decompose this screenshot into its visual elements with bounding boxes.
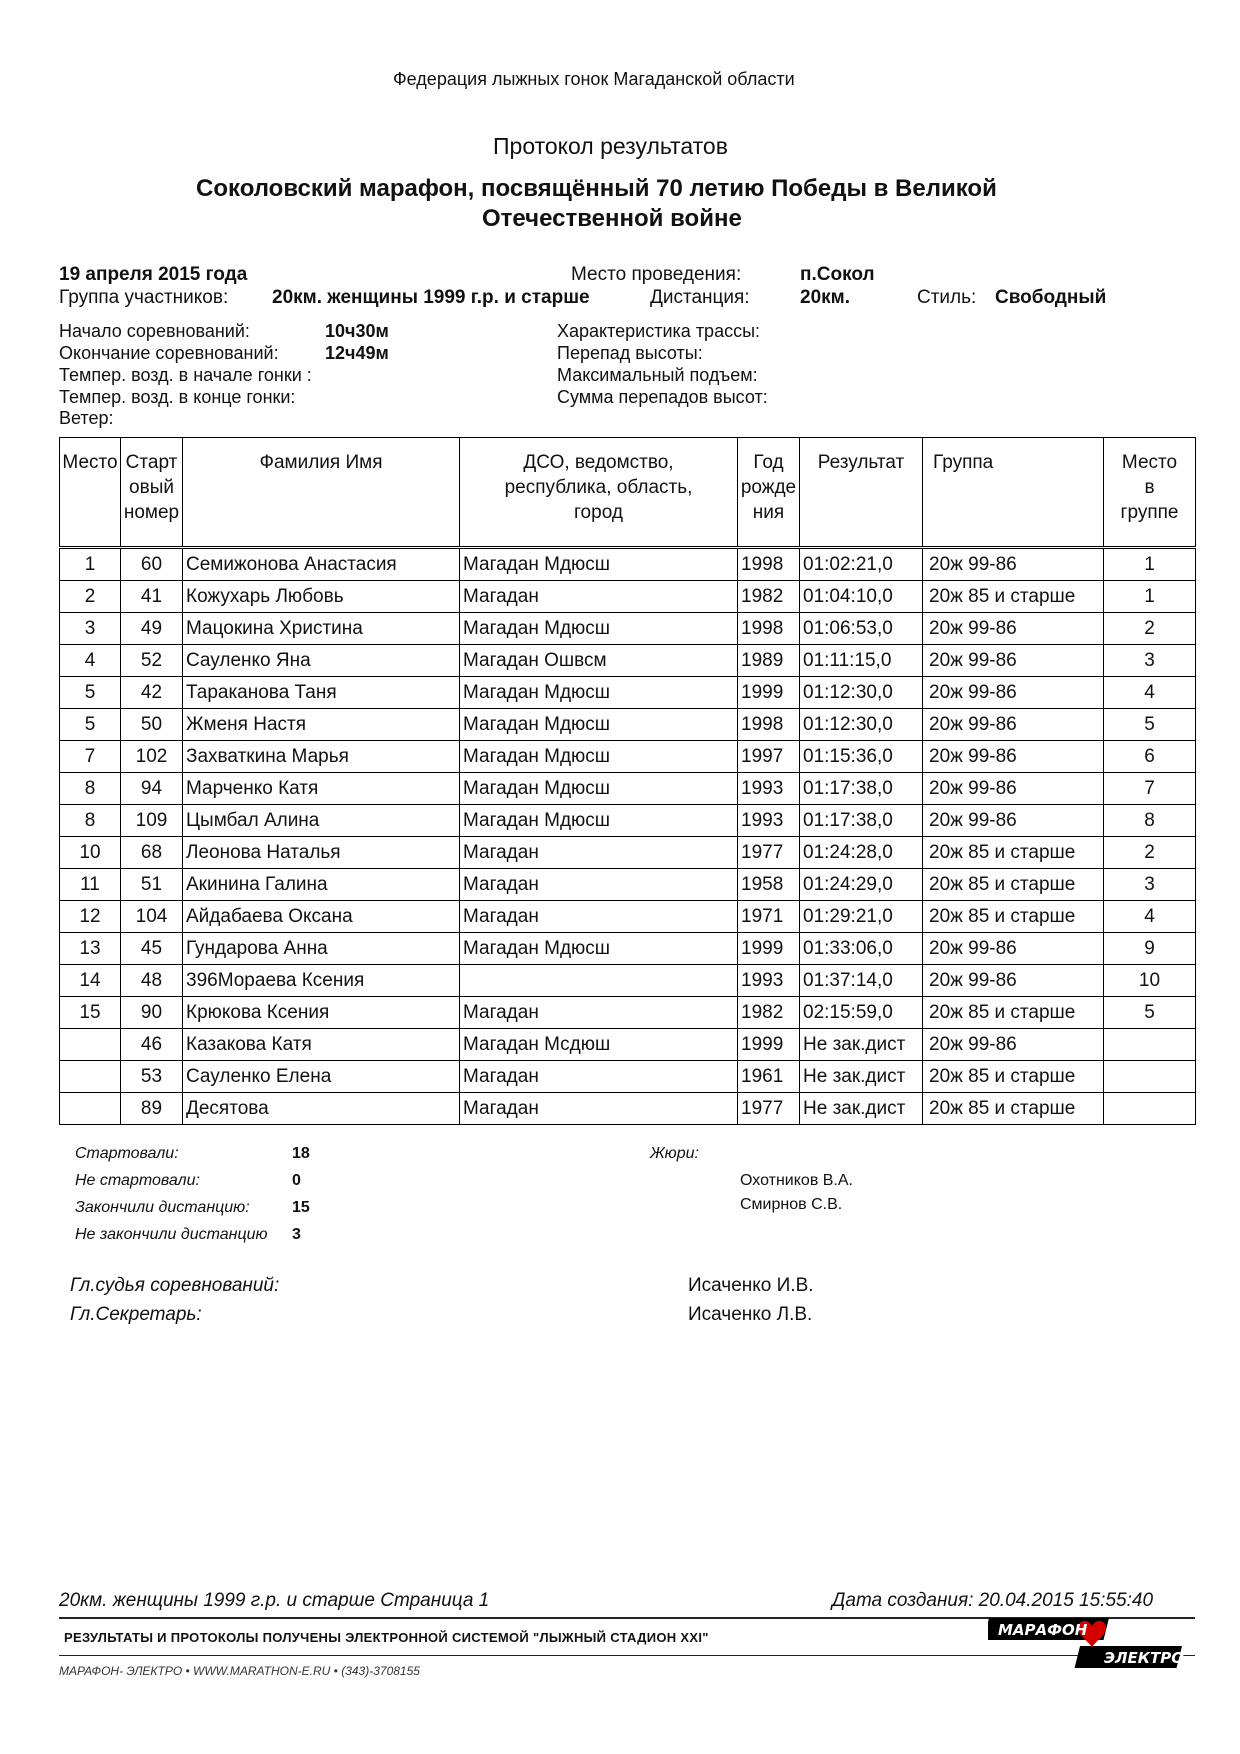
- table-row: [60, 805, 1196, 837]
- cell-result: 01:37:14,0: [800, 965, 923, 997]
- cell-org: Магадан Мдюсш: [460, 677, 738, 709]
- table-row: [60, 548, 1196, 581]
- cell-start-number: 94: [121, 773, 183, 805]
- cell-org: Магадан: [460, 581, 738, 613]
- logo-text-bottom: ЭЛЕКТРО: [1104, 1649, 1184, 1667]
- cell-year: 1999: [738, 677, 800, 709]
- cell-year: 1971: [738, 901, 800, 933]
- table-row: [60, 837, 1196, 869]
- cell-org: [460, 965, 738, 997]
- cell-place: 4: [60, 645, 121, 677]
- chief-judge-value: Исаченко И.В.: [688, 1275, 814, 1296]
- cell-group-place: 4: [1104, 677, 1196, 709]
- table-header-row: [60, 438, 1196, 548]
- cell-group: 20ж 85 и старше: [923, 1093, 1104, 1125]
- cell-start-number: 48: [121, 965, 183, 997]
- cell-result: 01:24:28,0: [800, 837, 923, 869]
- col-header-group-place-3: группе: [1120, 502, 1179, 523]
- cell-org: Магадан Ошвсм: [460, 645, 738, 677]
- max-climb-label: Максимальный подъем:: [557, 365, 758, 385]
- venue-value: п.Сокол: [800, 264, 875, 285]
- cell-place: 10: [60, 837, 121, 869]
- cell-result: 01:33:06,0: [800, 933, 923, 965]
- style-label: Стиль:: [917, 287, 977, 308]
- jury-label: Жюри:: [650, 1145, 699, 1162]
- col-header-name-text: Фамилия Имя: [259, 452, 383, 473]
- table-row: [60, 997, 1196, 1029]
- cell-year: 1977: [738, 1093, 800, 1125]
- col-header-year-2: рожде: [740, 477, 797, 498]
- cell-place: 12: [60, 901, 121, 933]
- event-date: 19 апреля 2015 года: [59, 264, 248, 285]
- cell-year: 1977: [738, 837, 800, 869]
- cell-name: Сауленко Елена: [183, 1061, 460, 1093]
- cell-year: 1999: [738, 1029, 800, 1061]
- table-row: [60, 869, 1196, 901]
- cell-place: 1: [60, 548, 121, 581]
- cell-year: 1993: [738, 965, 800, 997]
- cell-group: 20ж 99-86: [923, 677, 1104, 709]
- sum-climbs-label: Сумма перепадов высот:: [557, 387, 768, 407]
- cell-start-number: 51: [121, 869, 183, 901]
- table-row: [60, 645, 1196, 677]
- cell-result: Не зак.дист: [800, 1061, 923, 1093]
- cell-result: 01:06:53,0: [800, 613, 923, 645]
- cell-name: Захваткина Марья: [183, 741, 460, 773]
- track-label: Характеристика трассы:: [557, 321, 761, 341]
- cell-result: 01:04:10,0: [800, 581, 923, 613]
- cell-year: 1998: [738, 613, 800, 645]
- cell-start-number: 41: [121, 581, 183, 613]
- col-header-group-place-2: в: [1144, 477, 1155, 498]
- col-header-place-text: Место: [62, 452, 118, 473]
- col-header-group: [923, 438, 1104, 548]
- footer-system-line: РЕЗУЛЬТАТЫ И ПРОТОКОЛЫ ПОЛУЧЕНЫ ЭЛЕКТРОННОЙ СИСТЕМОЙ "ЛЫЖНЫЙ СТАДИОН XXI": [64, 1630, 709, 1645]
- cell-group-place: 5: [1104, 709, 1196, 741]
- cell-group: 20ж 85 и старше: [923, 1061, 1104, 1093]
- event-title-line2: Отечественной войне: [482, 205, 742, 232]
- cell-result: 01:02:21,0: [800, 548, 923, 581]
- cell-org: Магадан Мдюсш: [460, 805, 738, 837]
- table-row: [60, 613, 1196, 645]
- cell-start-number: 42: [121, 677, 183, 709]
- cell-org: Магадан Мсдюш: [460, 1029, 738, 1061]
- cell-name: Семижонова Анастасия: [183, 548, 460, 581]
- cell-group: 20ж 99-86: [923, 613, 1104, 645]
- finished-label: Закончили дистанцию:: [75, 1199, 250, 1216]
- jury-member-2: Смирнов С.В.: [740, 1196, 843, 1213]
- table-row: [60, 709, 1196, 741]
- cell-name: Цымбал Алина: [183, 805, 460, 837]
- table-row: [60, 933, 1196, 965]
- cell-group-place: 2: [1104, 613, 1196, 645]
- started-label: Стартовали:: [75, 1145, 179, 1162]
- cell-org: Магадан: [460, 1093, 738, 1125]
- table-row: [60, 901, 1196, 933]
- cell-name: Жменя Настя: [183, 709, 460, 741]
- start-value: 10ч30м: [325, 321, 389, 341]
- cell-result: 01:15:36,0: [800, 741, 923, 773]
- not-finished-value: 3: [292, 1226, 301, 1243]
- cell-name: Десятова: [183, 1093, 460, 1125]
- col-header-org-3: город: [574, 502, 623, 523]
- cell-group: 20ж 99-86: [923, 773, 1104, 805]
- cell-group-place: 5: [1104, 997, 1196, 1029]
- cell-start-number: 50: [121, 709, 183, 741]
- cell-place: [60, 1029, 121, 1061]
- cell-year: 1998: [738, 709, 800, 741]
- cell-org: Магадан Мдюсш: [460, 709, 738, 741]
- col-header-place: [60, 438, 121, 548]
- cell-result: 01:24:29,0: [800, 869, 923, 901]
- cell-group-place: [1104, 1029, 1196, 1061]
- jury-member-1: Охотников В.А.: [740, 1172, 853, 1189]
- col-header-result-text: Результат: [817, 452, 905, 473]
- col-header-name: [183, 438, 460, 548]
- group-label: Группа участников:: [59, 287, 229, 308]
- cell-start-number: 90: [121, 997, 183, 1029]
- cell-org: Магадан: [460, 997, 738, 1029]
- footer-page-info: 20км. женщины 1999 г.р. и старше Страница 1: [59, 1590, 490, 1611]
- cell-place: 3: [60, 613, 121, 645]
- cell-group-place: 8: [1104, 805, 1196, 837]
- col-header-year-1: Год: [753, 452, 784, 473]
- cell-year: 1993: [738, 773, 800, 805]
- cell-name: Казакова Катя: [183, 1029, 460, 1061]
- cell-place: 7: [60, 741, 121, 773]
- cell-year: 1982: [738, 997, 800, 1029]
- table-row: [60, 677, 1196, 709]
- cell-result: 01:17:38,0: [800, 805, 923, 837]
- col-header-org: [460, 438, 738, 548]
- cell-name: Леонова Наталья: [183, 837, 460, 869]
- end-label: Окончание соревнований:: [59, 343, 279, 363]
- cell-group: 20ж 85 и старше: [923, 997, 1104, 1029]
- cell-group-place: 3: [1104, 869, 1196, 901]
- logo-text-top: МАРАФОН: [998, 1621, 1088, 1639]
- cell-name: Мацокина Христина: [183, 613, 460, 645]
- cell-year: 1998: [738, 548, 800, 581]
- cell-result: 01:12:30,0: [800, 677, 923, 709]
- cell-start-number: 60: [121, 548, 183, 581]
- cell-place: 2: [60, 581, 121, 613]
- cell-year: 1997: [738, 741, 800, 773]
- wind-label: Ветер:: [59, 408, 114, 428]
- cell-group: 20ж 99-86: [923, 741, 1104, 773]
- cell-group: 20ж 99-86: [923, 805, 1104, 837]
- cell-org: Магадан Мдюсш: [460, 773, 738, 805]
- results-body: [60, 548, 1196, 1125]
- cell-place: 5: [60, 709, 121, 741]
- end-value: 12ч49м: [325, 343, 389, 363]
- temp-end-label: Темпер. возд. в конце гонки:: [59, 387, 296, 407]
- results-table: [59, 437, 1196, 1125]
- cell-org: Магадан: [460, 1061, 738, 1093]
- cell-name: Крюкова Ксения: [183, 997, 460, 1029]
- cell-group-place: [1104, 1061, 1196, 1093]
- style-value: Свободный: [995, 287, 1107, 308]
- cell-name: Акинина Галина: [183, 869, 460, 901]
- cell-group: 20ж 99-86: [923, 548, 1104, 581]
- table-row: [60, 773, 1196, 805]
- cell-group-place: 1: [1104, 581, 1196, 613]
- table-row: [60, 1093, 1196, 1125]
- cell-place: 8: [60, 773, 121, 805]
- cell-name: Айдабаева Оксана: [183, 901, 460, 933]
- cell-result: 01:12:30,0: [800, 709, 923, 741]
- cell-year: 1958: [738, 869, 800, 901]
- cell-year: 1989: [738, 645, 800, 677]
- cell-group: 20ж 85 и старше: [923, 581, 1104, 613]
- table-row: [60, 1029, 1196, 1061]
- table-row: [60, 741, 1196, 773]
- cell-year: 1982: [738, 581, 800, 613]
- cell-place: 14: [60, 965, 121, 997]
- cell-name: Сауленко Яна: [183, 645, 460, 677]
- cell-place: 8: [60, 805, 121, 837]
- cell-group-place: 2: [1104, 837, 1196, 869]
- cell-year: 1993: [738, 805, 800, 837]
- col-header-group-place: [1104, 438, 1196, 548]
- cell-org: Магадан Мдюсш: [460, 741, 738, 773]
- cell-start-number: 45: [121, 933, 183, 965]
- cell-org: Магадан Мдюсш: [460, 548, 738, 581]
- cell-name: Гундарова Анна: [183, 933, 460, 965]
- col-header-result: [800, 438, 923, 548]
- cell-start-number: 104: [121, 901, 183, 933]
- col-header-year: [738, 438, 800, 548]
- distance-label: Дистанция:: [650, 287, 750, 308]
- col-header-org-1: ДСО, ведомство,: [523, 452, 674, 473]
- venue-label: Место проведения:: [571, 264, 742, 285]
- cell-group-place: 7: [1104, 773, 1196, 805]
- col-header-org-2: республика, область,: [504, 477, 693, 498]
- col-header-start-number: [121, 438, 183, 548]
- cell-group-place: 6: [1104, 741, 1196, 773]
- table-row: [60, 965, 1196, 997]
- cell-start-number: 53: [121, 1061, 183, 1093]
- cell-result: 01:29:21,0: [800, 901, 923, 933]
- cell-result: 01:11:15,0: [800, 645, 923, 677]
- col-header-start-number-2: овый: [129, 477, 174, 498]
- cell-group-place: 9: [1104, 933, 1196, 965]
- col-header-group-text: Группа: [933, 452, 994, 473]
- cell-org: Магадан: [460, 837, 738, 869]
- cell-org: Магадан Мдюсш: [460, 933, 738, 965]
- cell-group: 20ж 85 и старше: [923, 869, 1104, 901]
- col-header-group-place-1: Место: [1121, 452, 1178, 473]
- cell-start-number: 102: [121, 741, 183, 773]
- distance-value: 20км.: [800, 287, 850, 308]
- cell-start-number: 52: [121, 645, 183, 677]
- not-started-value: 0: [292, 1172, 301, 1189]
- started-value: 18: [292, 1145, 310, 1162]
- cell-group-place: [1104, 1093, 1196, 1125]
- col-header-year-3: ния: [752, 502, 785, 523]
- cell-group: 20ж 85 и старше: [923, 837, 1104, 869]
- finished-value: 15: [292, 1199, 310, 1216]
- cell-start-number: 109: [121, 805, 183, 837]
- cell-group: 20ж 85 и старше: [923, 901, 1104, 933]
- cell-year: 1961: [738, 1061, 800, 1093]
- cell-year: 1999: [738, 933, 800, 965]
- cell-group: 20ж 99-86: [923, 1029, 1104, 1061]
- cell-result: 01:17:38,0: [800, 773, 923, 805]
- cell-name: 396Мораева Ксения: [183, 965, 460, 997]
- col-header-start-number-3: номер: [123, 502, 180, 523]
- not-started-label: Не стартовали:: [75, 1172, 200, 1189]
- cell-group: 20ж 99-86: [923, 645, 1104, 677]
- protocol-title: Протокол результатов: [493, 133, 728, 159]
- cell-org: Магадан: [460, 901, 738, 933]
- cell-place: 5: [60, 677, 121, 709]
- event-title-line1: Соколовский марафон, посвящённый 70 летию Победы в Великой: [196, 175, 997, 202]
- cell-place: 15: [60, 997, 121, 1029]
- cell-place: [60, 1093, 121, 1125]
- col-header-start-number-1: Старт: [125, 452, 178, 473]
- cell-place: 13: [60, 933, 121, 965]
- height-diff-label: Перепад высоты:: [557, 343, 703, 363]
- secretary-label: Гл.Секретарь:: [70, 1304, 202, 1325]
- cell-result: Не зак.дист: [800, 1093, 923, 1125]
- cell-place: 11: [60, 869, 121, 901]
- cell-start-number: 49: [121, 613, 183, 645]
- start-label: Начало соревнований:: [59, 321, 250, 341]
- footer-contacts: МАРАФОН- ЭЛЕКТРО • WWW.MARATHON-E.RU • (343)-3708155: [59, 1664, 420, 1678]
- footer-created-date: Дата создания: 20.04.2015 15:55:40: [832, 1590, 1154, 1611]
- table-row: [60, 581, 1196, 613]
- cell-name: Кожухарь Любовь: [183, 581, 460, 613]
- cell-place: [60, 1061, 121, 1093]
- marathon-electro-logo: [988, 1614, 1193, 1674]
- cell-group-place: 1: [1104, 548, 1196, 581]
- cell-name: Марченко Катя: [183, 773, 460, 805]
- cell-group-place: 3: [1104, 645, 1196, 677]
- chief-judge-label: Гл.судья соревнований:: [70, 1275, 280, 1296]
- cell-result: Не зак.дист: [800, 1029, 923, 1061]
- cell-start-number: 89: [121, 1093, 183, 1125]
- secretary-value: Исаченко Л.В.: [688, 1304, 813, 1325]
- cell-start-number: 46: [121, 1029, 183, 1061]
- cell-group-place: 10: [1104, 965, 1196, 997]
- table-row: [60, 1061, 1196, 1093]
- cell-group: 20ж 99-86: [923, 709, 1104, 741]
- cell-org: Магадан Мдюсш: [460, 613, 738, 645]
- cell-group-place: 4: [1104, 901, 1196, 933]
- cell-start-number: 68: [121, 837, 183, 869]
- cell-group: 20ж 99-86: [923, 933, 1104, 965]
- cell-group: 20ж 99-86: [923, 965, 1104, 997]
- federation-title: Федерация лыжных гонок Магаданской области: [393, 69, 795, 89]
- cell-org: Магадан: [460, 869, 738, 901]
- cell-name: Тараканова Таня: [183, 677, 460, 709]
- not-finished-label: Не закончили дистанцию: [75, 1226, 268, 1243]
- cell-result: 02:15:59,0: [800, 997, 923, 1029]
- temp-start-label: Темпер. возд. в начале гонки :: [59, 365, 312, 385]
- group-value: 20км. женщины 1999 г.р. и старше: [272, 287, 590, 308]
